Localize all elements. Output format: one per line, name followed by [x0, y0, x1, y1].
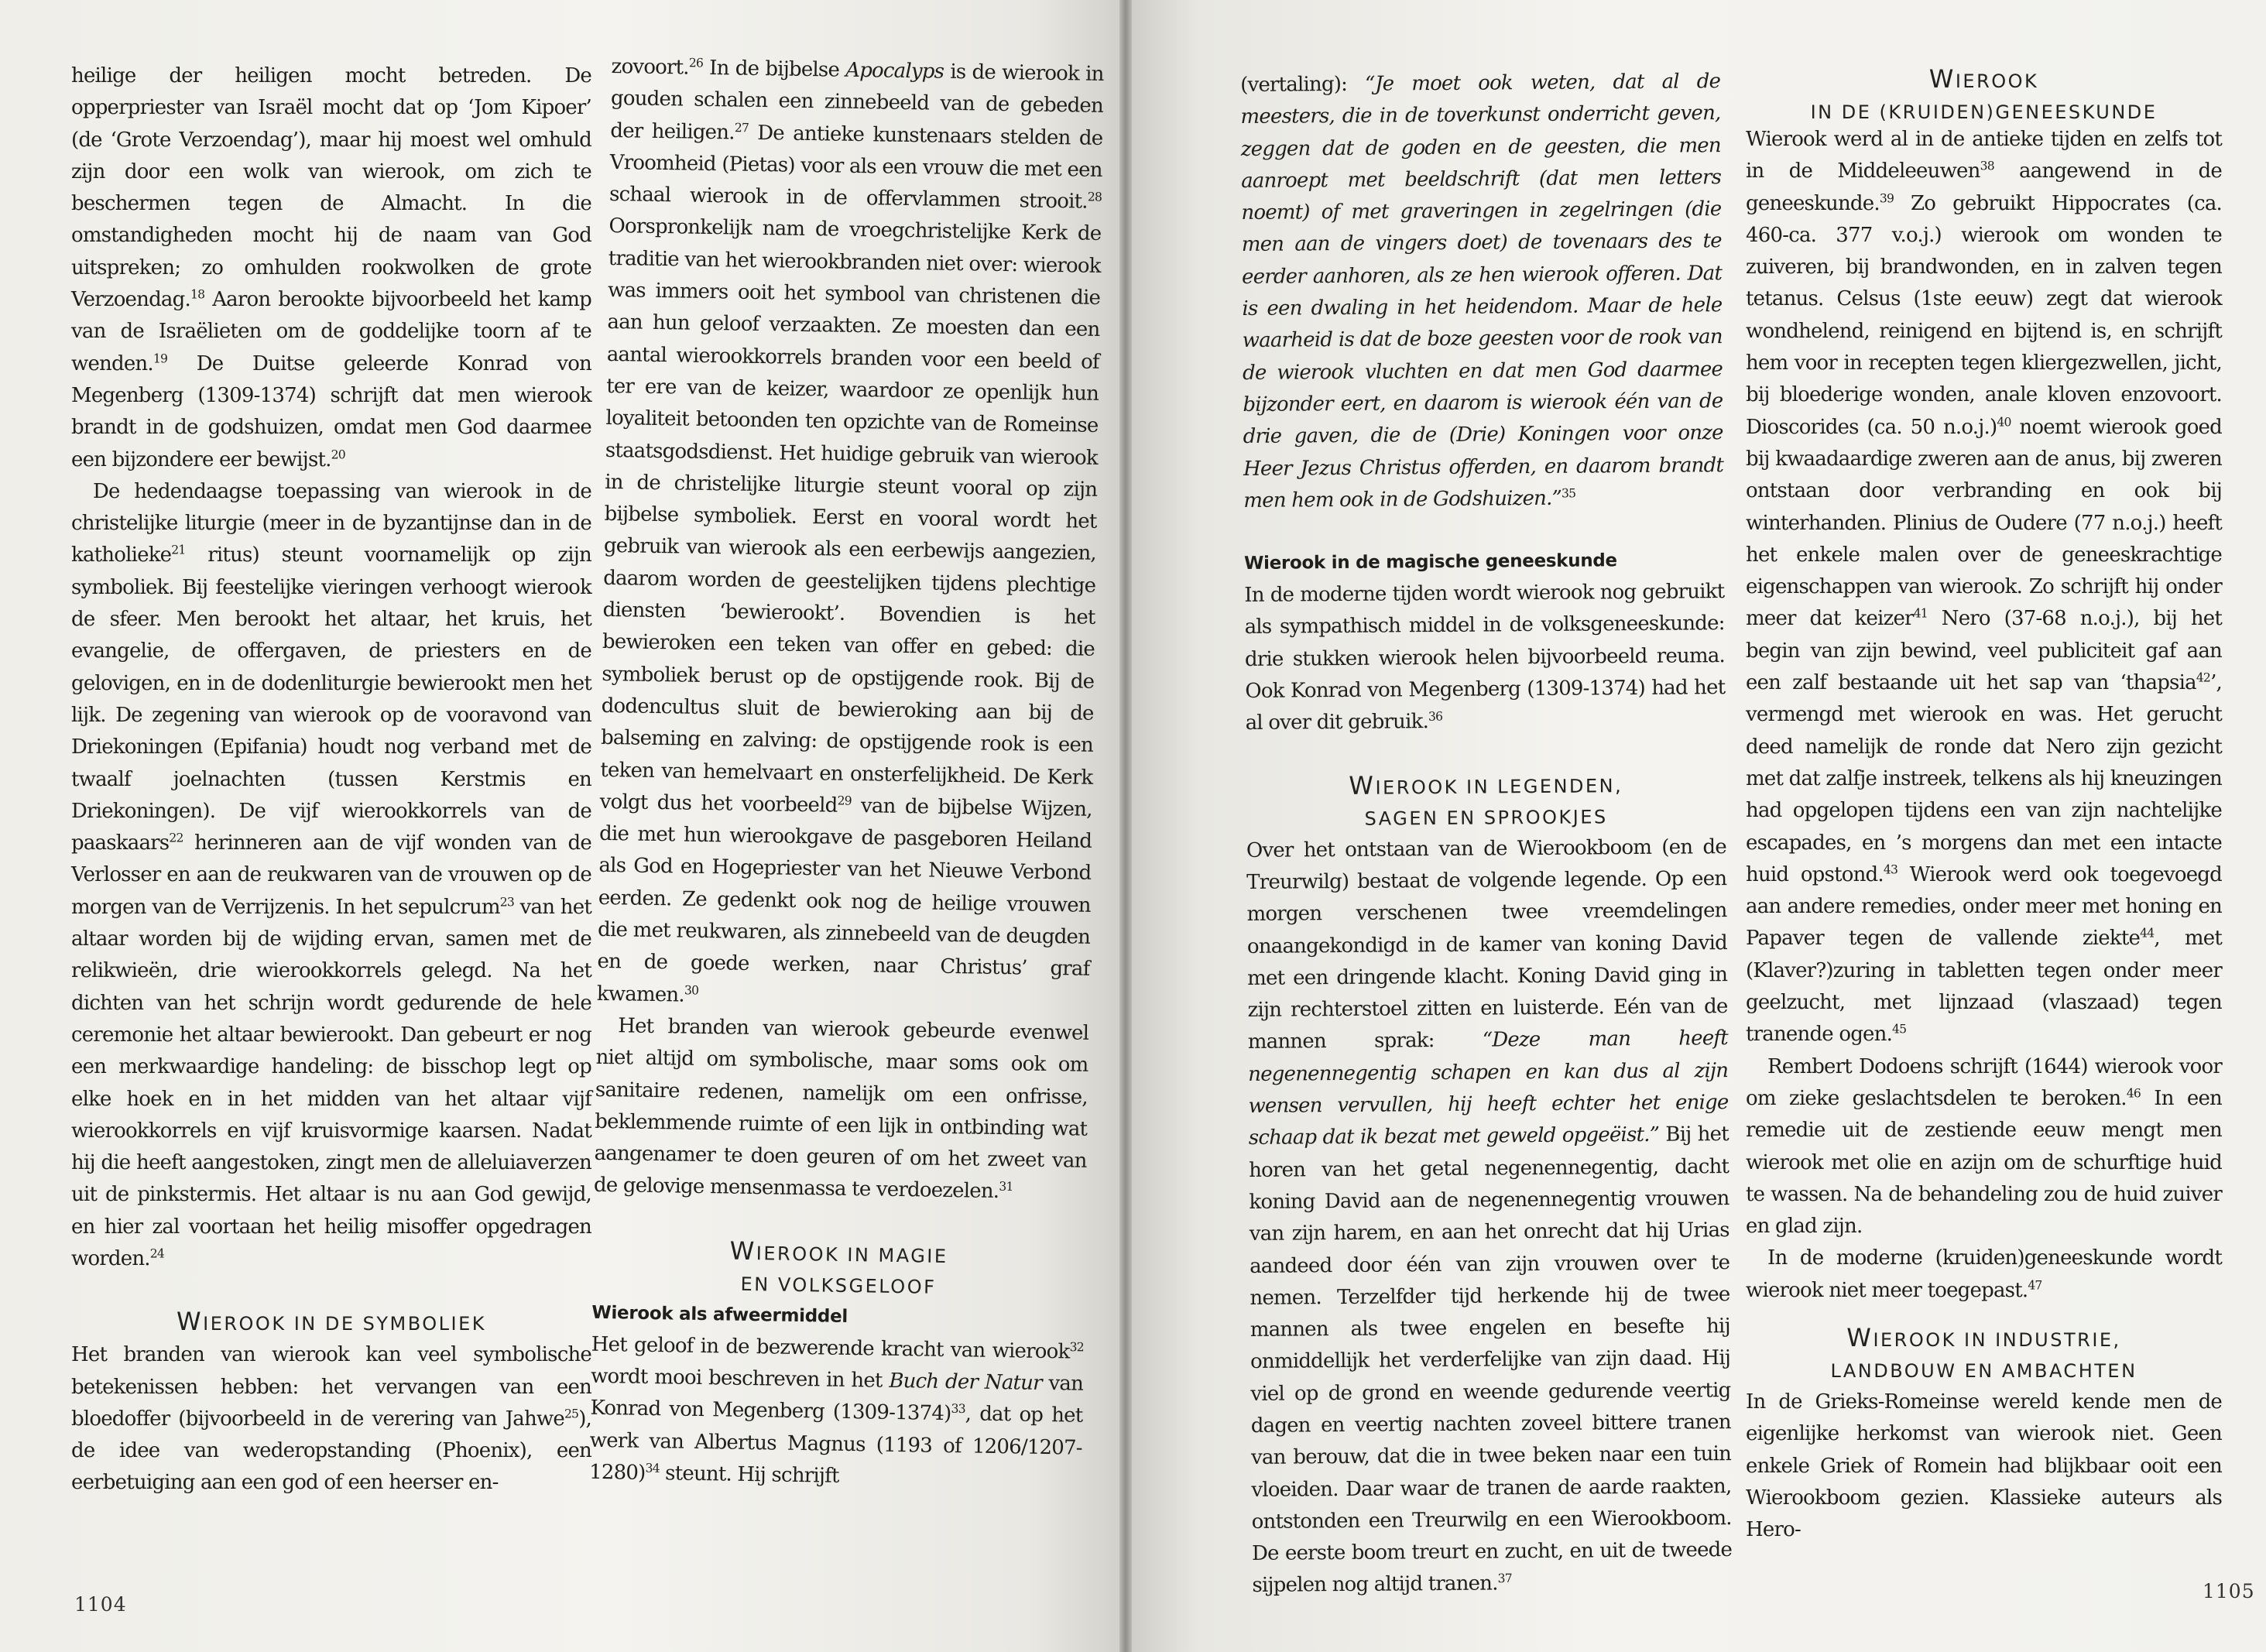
paragraph: Rembert Dodoens schrijft (1644) wierook voor om zieke geslachtsdelen te beroken.$^{46}$ In een remedie uit de zestiende eeuw mengt men wierook met olie en azijn om de schurftige huid te wassen. Na de behandeling zou de huid zuiver en glad zijn.: [1746, 1054, 2222, 1239]
footnote-ref: 24: [149, 1246, 165, 1261]
footnote-ref: 44: [2140, 927, 2155, 941]
footnote-ref: 40: [1997, 415, 2011, 430]
footnote-ref: 46: [2126, 1086, 2141, 1101]
section-heading-industrie: WIEROOK IN INDUSTRIE, LANDBOUW EN AMBACHTEN: [1830, 1322, 2137, 1382]
footnote-ref: 31: [999, 1180, 1013, 1194]
right-column-2: [1746, 64, 2223, 1546]
footnote-ref: 34: [645, 1461, 660, 1475]
footnote-ref: 39: [1879, 191, 1894, 206]
paragraph: In de moderne tijden wordt wierook nog gebruikt als sympathisch middel in de volksgeneeskunde: drie stukken wierook helen bijvoorbeeld reuma. Ook Konrad von Megenberg (1309-1374) had het al over dit gebruik.$^{36}$: [1244, 580, 1726, 735]
paragraph: Over het ontstaan van de Wierookboom (en de Treurwilg) bestaat de volgende legende. Op een morgen verschenen twee vreemdelingen onaangekondigd in de kamer van koning David met een dringende klacht. Koning David ging in zijn rechterstoel zitten en luisterde. Eén van de mannen sprak: “Deze man heeft negenennegentig schapen en kan dus al zijn wensen vervullen, hij heeft echter het enige schaap dat ik bezat met geweld opgeëist.” Bij het horen van het getal negenennegentig, dacht koning David aan de negenennegentig vrouwen van zijn harem, en aan het onrecht dat hij Urias aandeed door één van zijn vrouwen over te nemen. Terzelfder tijd herkende hij de twee mannen als twee engelen en besefte hij onmiddellijk het verderfelijke van zijn daad. Hij viel op de grond en weende gedurende veertig dagen en veertig nachten zoveel bittere tranen van berouw, dat die in twee beken naar een tuin vloeiden. Daar waar de tranen de aarde raakten, ontstonden een Treurwilg en een Wierookboom. De eerste boom treurt en zucht, en uit de tweede sijpelen nog altijd tranen.$^{37}$: [1246, 835, 1733, 1598]
footnote-ref: 22: [169, 831, 183, 845]
footnote-ref: 35: [1561, 486, 1576, 501]
footnote-ref: 25: [564, 1407, 579, 1421]
section-heading-geneeskunde: WIEROOK IN DE (KRUIDEN)GENEESKUNDE: [1810, 64, 2158, 123]
footnote-ref: 43: [1883, 862, 1898, 877]
footnote-ref: 37: [1497, 1571, 1512, 1586]
left-page: [0, 0, 1119, 1652]
paragraph: Het geloof in de bezwerende kracht van wierook$^{32}$ wordt mooi beschreven in het Buch der Natur van Konrad von Megenberg (1309-1374)$^{33}$, dat op het werk van Albertus Magnus (1193 of 1206/1207-1280)$^{34}$ steunt. Hij schrijft: [588, 1332, 1084, 1488]
paragraph: heilige der heiligen mocht betreden. De opperpriester van Israël mocht dat op ‘Jom Kipoer’ (de ‘Grote Verzoendag’), maar hij moest wel omhuld zijn door een wolk van wierook, om zich te beschermen tegen de Almacht. In die omstandigheden mocht hij de naam van God uitspreken; zo omhulden rookwolken de grote Verzoendag.$^{18}$ Aaron berookte bijvoorbeeld het kamp van de Israëlieten om de goddelijke toorn af te wenden.$^{19}$ De Duitse geleerde Konrad von Megenberg (1309-1374) schrijft dat men wierook brandt in de godshuizen, omdat men God daarmee een bijzondere eer bewijst.$^{20}$: [71, 64, 591, 471]
left-column-2: [589, 51, 1104, 1496]
footnote-ref: 21: [171, 543, 186, 558]
paragraph: De hedendaagse toepassing van wierook in de christelijke liturgie (meer in de byzantijnse dan in de katholieke$^{21}$ ritus) steunt voornamelijk op zijn symboliek. Bij feestelijke vieringen verhoogt wierook de sfeer. Men berookt het altaar, het kruis, het evangelie, de offergaven, de priesters en de gelovigen, en in de dodenliturgie bewierookt men het lijk. De zegening van wierook op de vooravond van Driekoningen (Epifania) houdt nog verband met de twaalf joelnachten (tussen Kerstmis en Driekoningen). De vijf wierookkorrels van de paaskaars$^{22}$ herinneren aan de vijf wonden van de Verlosser en aan de reukwaren van de vrouwen op de morgen van de Verrijzenis. In het sepulcrum$^{23}$ van het altaar worden bij de wijding ervan, samen met de relikwieën, drie wierookkorrels gelegd. Na het dichten van het schrijn wordt gedurende de hele ceremonie het altaar bewierookt. Dan gebeurt er nog een merkwaardige handeling: de bisschop legt op elke hoek en in het midden van het altaar vijf wierookkorrels en vijf kruisvormige kaarsen. Nadat hij die heeft aangestoken, zingt men de alleluiaverzen uit de pinkstermis. Het altaar is nu aan God gewijd, en hier zal voortaan het heilig misoffer opgedragen worden.$^{24}$: [71, 479, 591, 1270]
page-number: 1105: [2203, 1580, 2255, 1602]
subheading-magische-geneeskunde: Wierook in de magische geneeskunde: [1243, 550, 1617, 574]
paragraph: Het branden van wierook kan veel symbolische betekenissen hebben: het vervangen van een bloedoffer (bijvoorbeeld in de verering van Jahwe$^{25}$), de idee van wederopstanding (Phoenix), een eerbetuiging aan een god of een heerser en-: [71, 1343, 591, 1495]
paragraph: Het branden van wierook gebeurde evenwel niet altijd om symbolische, maar soms ook om sanitaire redenen, namelijk om een onfrisse, beklemmende ruimte of een lijk in ontbinding wat aangenamer te doen geuren of om het zweet van de gelovige mensenmassa te verdoezelen.$^{31}$: [593, 1014, 1089, 1204]
footnote-ref: 30: [684, 982, 699, 998]
footnote-ref: 36: [1428, 709, 1443, 725]
footnote-ref: 47: [2028, 1278, 2042, 1293]
footnote-ref: 20: [331, 447, 345, 462]
paragraph: Wierook werd al in de antieke tijden en zelfs tot in de Middeleeuwen$^{38}$ aangewend in de geneeskunde.$^{39}$ Zo gebruikt Hippocrates (ca. 460-ca. 377 v.o.j.) wierook om wonden te zuiveren, bij brandwonden, en in zalven tegen tetanus. Celsus (1ste eeuw) zegt dat wierook wondhelend, reinigend en bijtend is, en schrijft hem voor in recepten tegen kliergezwellen, jicht, bij bloederige wonden, anale kloven enzovoort. Dioscorides (ca. 50 n.o.j.)$^{40}$ noemt wierook goed bij kwaadaardige zweren aan de anus, bij zweren ontstaan door verbranding en ook bij winterhanden. Plinius de Oudere (77 n.o.j.) heeft het enkele malen over de geneeskrachtige eigenschappen van wierook. Zo schrijft hij onder meer dat keizer$^{41}$ Nero (37-68 n.o.j.), bij het begin van zijn bewind, veel publiciteit gaf aan een zalf bestaande uit het sap van ‘thapsia$^{42}$’, vermengd met wierook en was. Het gerucht deed namelijk de ronde dat Nero zijn gezicht met dat zalfje instreek, telkens als hij kneuzingen had opgelopen tijdens een van zijn nachtelijke escapades, en ’s morgens dan met een intacte huid opstond.$^{43}$ Wierook werd ook toegevoegd aan andere remedies, onder meer met honing en Papaver tegen de vallende ziekte$^{44}$, met (Klaver?)zuring in tabletten tegen onder meer geelzucht, met lijnzaad (vlaszaad) tegen tranende ogen.$^{45}$: [1746, 128, 2223, 1047]
book-gutter: [1119, 0, 1132, 1652]
paragraph: In de moderne (kruiden)geneeskunde wordt wierook niet meer toegepast.$^{47}$: [1746, 1246, 2222, 1302]
subheading-afweermiddel: Wierook als afweermiddel: [591, 1302, 848, 1327]
footnote-ref: 41: [1913, 607, 1928, 622]
footnote-ref: 38: [1980, 159, 1994, 173]
paragraph: zovoort.$^{26}$ In de bijbelse Apocalyps is de wierook in gouden schalen een zinnebeeld van de gebeden der heiligen.$^{27}$ De antieke kunstenaars stelden de Vroomheid (Pietas) voor als een vrouw die met een schaal wierook in de offervlammen strooit.$^{28}$ Oorspronkelijk nam de vroegchristelijke Kerk de traditie van het wierookbranden niet over: wierook was immers ooit het symbool van christenen die aan hun geloof verzaakten. Ze moesten dan een aantal wierookkorrels branden voor een beeld of ter ere van de keizer, waardoor ze openlijk hun loyaliteit betoonden ten opzichte van de Romeinse staatsgodsdienst. Het huidige gebruik van wierook in de christelijke liturgie steunt vooral op zijn bijbelse symboliek. Eerst en vooral wordt het gebruik van wierook als een eerbewijs aangezien, daarom worden de geestelijken tijdens plechtige diensten ‘bewierookt’. Bovendien is het bewieroken een teken van offer en gebed: die symboliek berust op de opstijgende rook. Bij de dodencultus sluit de bewieroking aan bij de balseming en zalving: de opstijgende rook is een teken van hemelvaart en onsterfelijkheid. De Kerk volgt dus het voorbeeld$^{29}$ van de bijbelse Wijzen, die met hun wierookgave de pasgeboren Heiland als God en Hogepriester van het Nieuwe Verbond eerden. Ze gedenkt ook nog de heilige vrouwen die met reukwaren, als zinnebeeld van de deugden en de goede werken, naar Christus’ graf kwamen.$^{30}$: [596, 54, 1104, 1007]
left-column-1: [71, 60, 591, 1499]
paragraph: (vertaling): “Je moet ook weten, dat al de meesters, die in de toverkunst onderricht geven, zeggen dat de goden en de geesten, die men aanroept met beeldschrift (dat men letters noemt) of met graveringen in zegelringen (die men aan de vingers doet) de tovenaars des te eerder aanhoren, als ze hen wierook offeren. Dat is een dwaling in het heidendom. Maar de hele waarheid is dat de boze geesten voor de rook van de wierook vluchten en dat men God daarmee bijzonder eert, en daarom is wierook één van de drie gaven, die de (Drie) Koningen voor onze Heer Jezus Christus offerden, en daarom brandt men hem ook in de Godshuizen.”$^{35}$: [1240, 70, 1724, 512]
footnote-ref: 19: [153, 351, 168, 366]
footnote-ref: 26: [688, 56, 704, 70]
footnote-ref: 28: [1087, 190, 1102, 204]
section-heading-legenden: WIEROOK IN LEGENDEN, SAGEN EN SPROOKJES: [1349, 770, 1623, 830]
section-heading-symboliek: WIEROOK IN DE SYMBOLIEK: [176, 1307, 487, 1337]
page-number: 1104: [74, 1593, 127, 1616]
section-heading-magie: WIEROOK IN MAGIE EN VOLKSGELOOF: [729, 1236, 948, 1298]
footnote-ref: 45: [1892, 1022, 1907, 1037]
footnote-ref: 33: [951, 1402, 965, 1417]
footnote-ref: 23: [499, 895, 515, 910]
paragraph: In de Grieks-Romeinse wereld kende men de eigenlijke herkomst van wierook niet. Geen enkele Griek of Romein had blijkbaar ooit een Wierookboom gezien. Klassieke auteurs als Hero-: [1746, 1390, 2222, 1542]
footnote-ref: 29: [837, 793, 852, 808]
footnote-ref: 27: [734, 120, 749, 135]
footnote-ref: 18: [190, 287, 205, 302]
footnote-ref: 42: [2196, 670, 2211, 685]
right-column-1: [1240, 66, 1733, 1602]
footnote-ref: 32: [1069, 1339, 1084, 1355]
